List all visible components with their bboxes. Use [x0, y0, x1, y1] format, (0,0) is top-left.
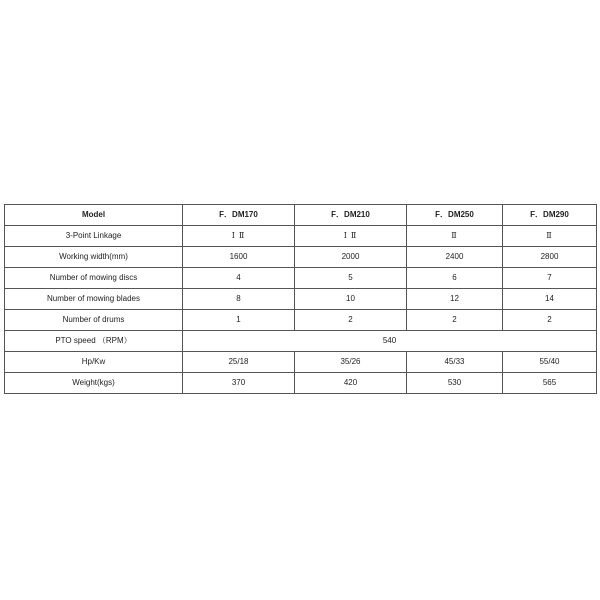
- header-model-cell: F．DM250: [407, 205, 503, 226]
- table-row: [5, 373, 597, 394]
- value-cell: 565: [503, 373, 597, 394]
- value-cell: 420: [295, 373, 407, 394]
- value-cell: 370: [183, 373, 295, 394]
- header-model-cell: F．DM210: [295, 205, 407, 226]
- table-header-row: [5, 205, 597, 226]
- value-cell: 1600: [183, 247, 295, 268]
- value-cell: 45/33: [407, 352, 503, 373]
- spec-table: [4, 204, 597, 394]
- value-cell: 2400: [407, 247, 503, 268]
- row-label-cell: PTO speed （RPM）: [5, 331, 183, 352]
- row-label-cell: 3-Point Linkage: [5, 226, 183, 247]
- row-label-cell: Number of mowing blades: [5, 289, 183, 310]
- header-model-cell: F．DM290: [503, 205, 597, 226]
- value-cell: Ⅰ Ⅱ: [183, 226, 295, 247]
- table-row: [5, 310, 597, 331]
- table-row: [5, 289, 597, 310]
- value-cell: 7: [503, 268, 597, 289]
- table-row: [5, 352, 597, 373]
- header-model-cell: F．DM170: [183, 205, 295, 226]
- row-label-cell: Working width(mm): [5, 247, 183, 268]
- value-cell: 35/26: [295, 352, 407, 373]
- value-cell: 1: [183, 310, 295, 331]
- header-label-cell: Model: [5, 205, 183, 226]
- row-label-cell: Number of drums: [5, 310, 183, 331]
- value-cell: 14: [503, 289, 597, 310]
- value-cell: 6: [407, 268, 503, 289]
- value-cell: 55/40: [503, 352, 597, 373]
- table-row: [5, 268, 597, 289]
- value-cell: Ⅱ: [503, 226, 597, 247]
- value-cell: 10: [295, 289, 407, 310]
- value-cell: 4: [183, 268, 295, 289]
- value-cell: 2800: [503, 247, 597, 268]
- value-cell: 5: [295, 268, 407, 289]
- value-cell: 2: [503, 310, 597, 331]
- value-cell: Ⅰ Ⅱ: [295, 226, 407, 247]
- value-cell: 2: [295, 310, 407, 331]
- value-cell: Ⅱ: [407, 226, 503, 247]
- value-cell: 12: [407, 289, 503, 310]
- value-cell: 530: [407, 373, 503, 394]
- value-cell: 2: [407, 310, 503, 331]
- row-label-cell: Weight(kgs): [5, 373, 183, 394]
- value-cell: 8: [183, 289, 295, 310]
- row-label-cell: Hp/Kw: [5, 352, 183, 373]
- row-label-cell: Number of mowing discs: [5, 268, 183, 289]
- spec-table-container: [4, 204, 596, 394]
- table-row: [5, 226, 597, 247]
- table-row: [5, 247, 597, 268]
- table-row: [5, 331, 597, 352]
- value-cell: 2000: [295, 247, 407, 268]
- merged-value-cell: 540: [183, 331, 597, 352]
- value-cell: 25/18: [183, 352, 295, 373]
